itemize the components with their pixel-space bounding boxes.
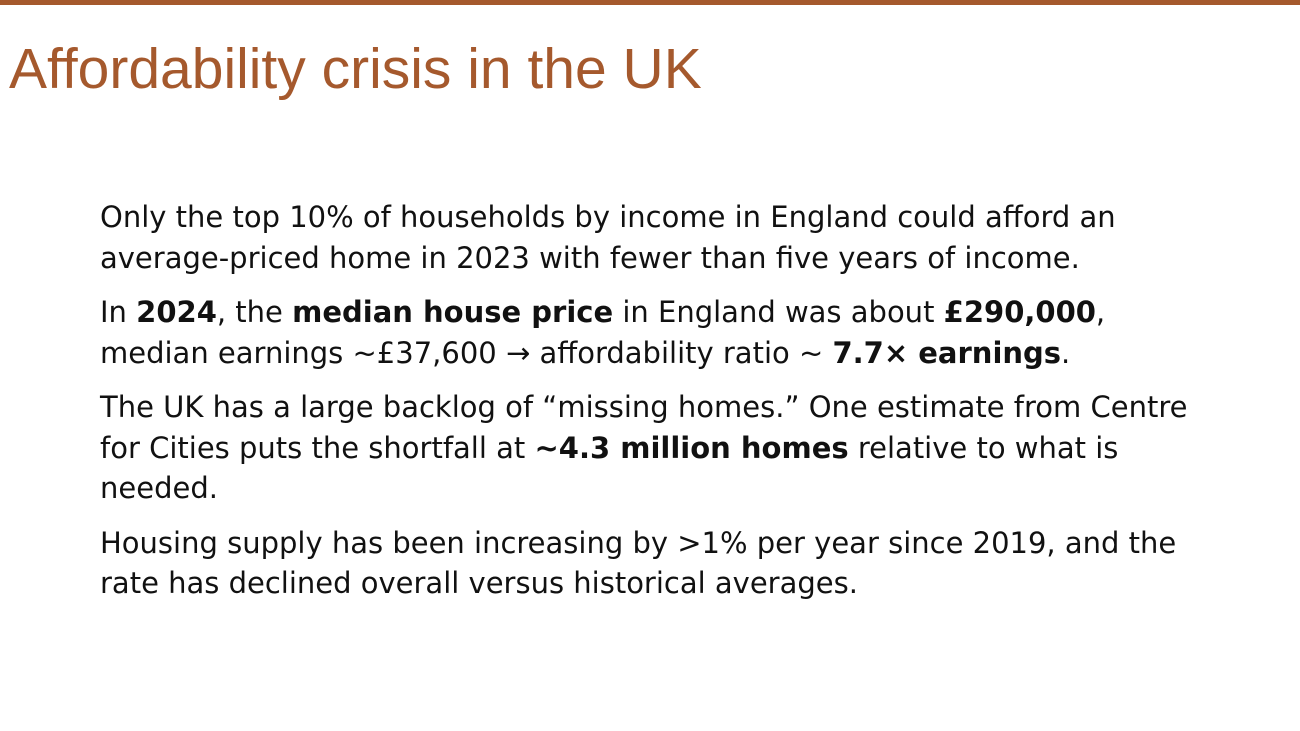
text-run: in England was about: [613, 295, 944, 329]
text-run: , median earnings ~£37,600 → affordability ratio ~: [100, 295, 1106, 370]
text-run: Housing supply has been increasing by >1% per year since 2019, and the rate has declined overall versus historical averages.: [100, 525, 1177, 600]
paragraph-median-price: [100, 292, 1210, 373]
text-run: In: [100, 295, 137, 329]
bold-affordability-ratio: 7.7× earnings: [832, 335, 1062, 370]
bold-shortfall: ~4.3 million homes: [534, 430, 849, 465]
text-run: Only the top 10% of households by income in England could afford an average-priced home in 2023 with fewer than five years of income.: [100, 200, 1116, 275]
bold-median-house-price: median house price: [292, 295, 614, 329]
text-run: , the: [216, 295, 293, 329]
slide-body: [100, 197, 1210, 618]
paragraph-housing-supply: [100, 523, 1210, 604]
text-run: relative to what is needed.: [100, 430, 1119, 505]
text-run: The UK has a large backlog of “missing homes.” One estimate from Centre for Cities puts the shortfall at: [100, 390, 1188, 465]
paragraph-affordability-top-10: [100, 197, 1210, 278]
slide-title: Affordability crisis in the UK: [9, 37, 702, 101]
top-accent-rule: [0, 0, 1300, 5]
text-run: .: [1061, 335, 1071, 370]
bold-price-value: £290,000: [943, 295, 1096, 329]
bold-year: 2024: [136, 295, 217, 329]
paragraph-missing-homes: [100, 387, 1210, 509]
